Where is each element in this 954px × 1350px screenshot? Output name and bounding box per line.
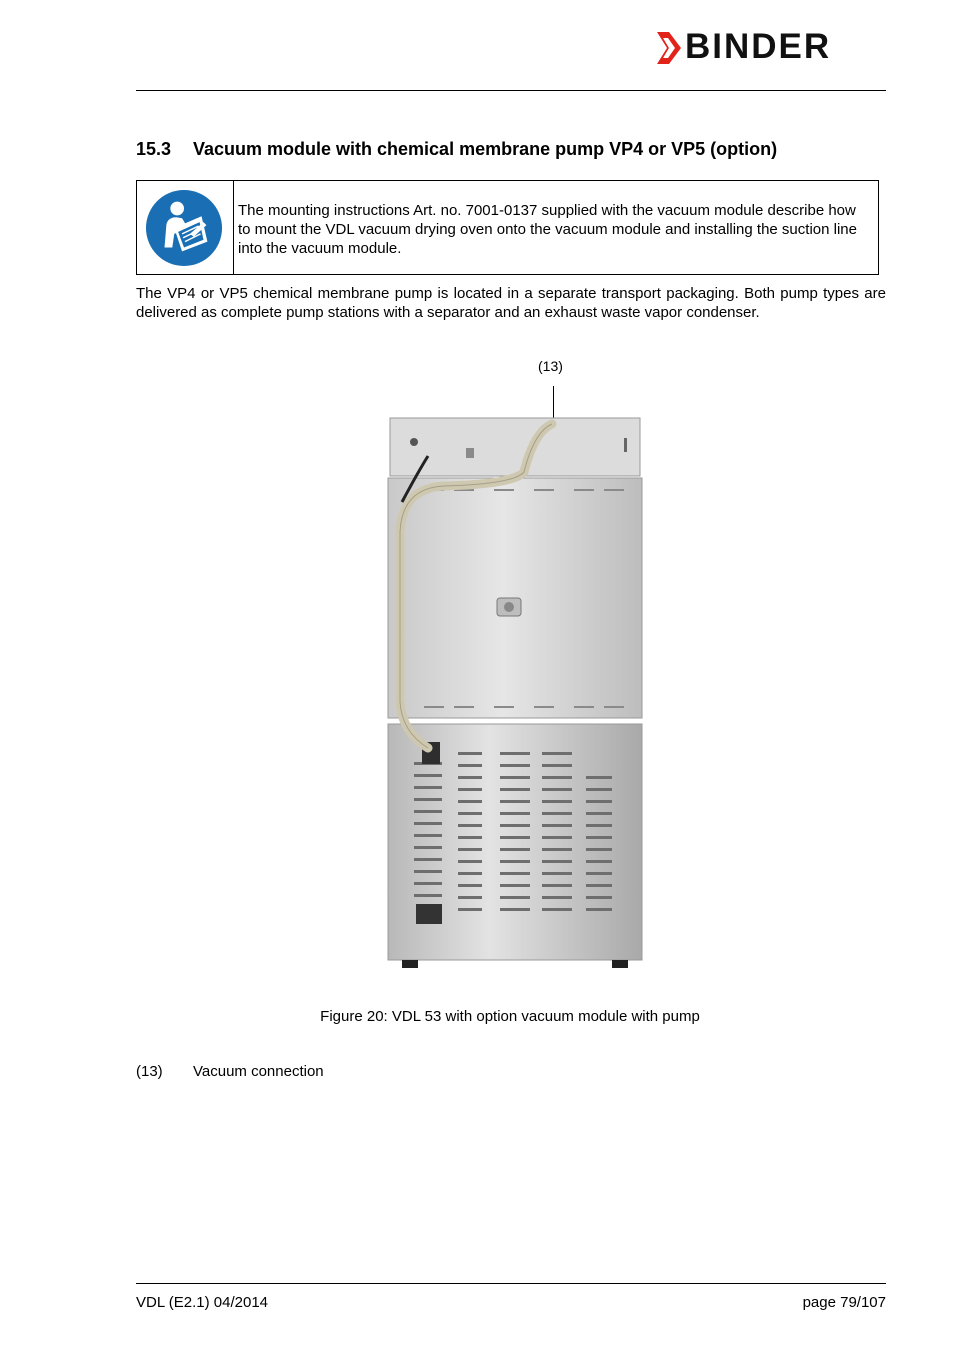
footer-rule xyxy=(136,1283,886,1284)
header-rule xyxy=(136,90,886,91)
figure-caption: Figure 20: VDL 53 with option vacuum module with pump xyxy=(320,1008,700,1025)
notice-box xyxy=(136,180,879,275)
section-number: 15.3 xyxy=(136,139,172,159)
footer-page-number: page 79/107 xyxy=(802,1294,886,1311)
section-title: Vacuum module with chemical membrane pump VP4 or VP5 (option) xyxy=(193,139,778,159)
read-manual-icon xyxy=(145,189,223,267)
legend-item xyxy=(136,1063,324,1080)
section-heading xyxy=(136,139,777,160)
legend-label: Vacuum connection xyxy=(193,1063,324,1080)
notice-icon-cell xyxy=(137,181,234,274)
body-paragraph: The VP4 or VP5 chemical membrane pump is located in a separate transport packaging. Both pump types are delivered as complete pump stations with a separator and an exhaust waste vapor condenser. xyxy=(136,285,886,321)
legend-ref: (13) xyxy=(136,1063,163,1080)
binder-logo xyxy=(655,27,887,66)
figure-callout-label: (13) xyxy=(538,358,563,374)
binder-logo-mark-icon xyxy=(655,30,683,66)
footer-doc-id: VDL (E2.1) 04/2014 xyxy=(136,1294,269,1311)
notice-text: The mounting instructions Art. no. 7001-0137 supplied with the vacuum module describe how to mount the VDL vacuum drying oven onto the vacuum module and installing the suction line into the vacuum module. xyxy=(238,202,857,257)
figure-photo-vdl53-vacuum-module xyxy=(384,412,646,974)
logo-text: BINDER xyxy=(685,27,832,66)
